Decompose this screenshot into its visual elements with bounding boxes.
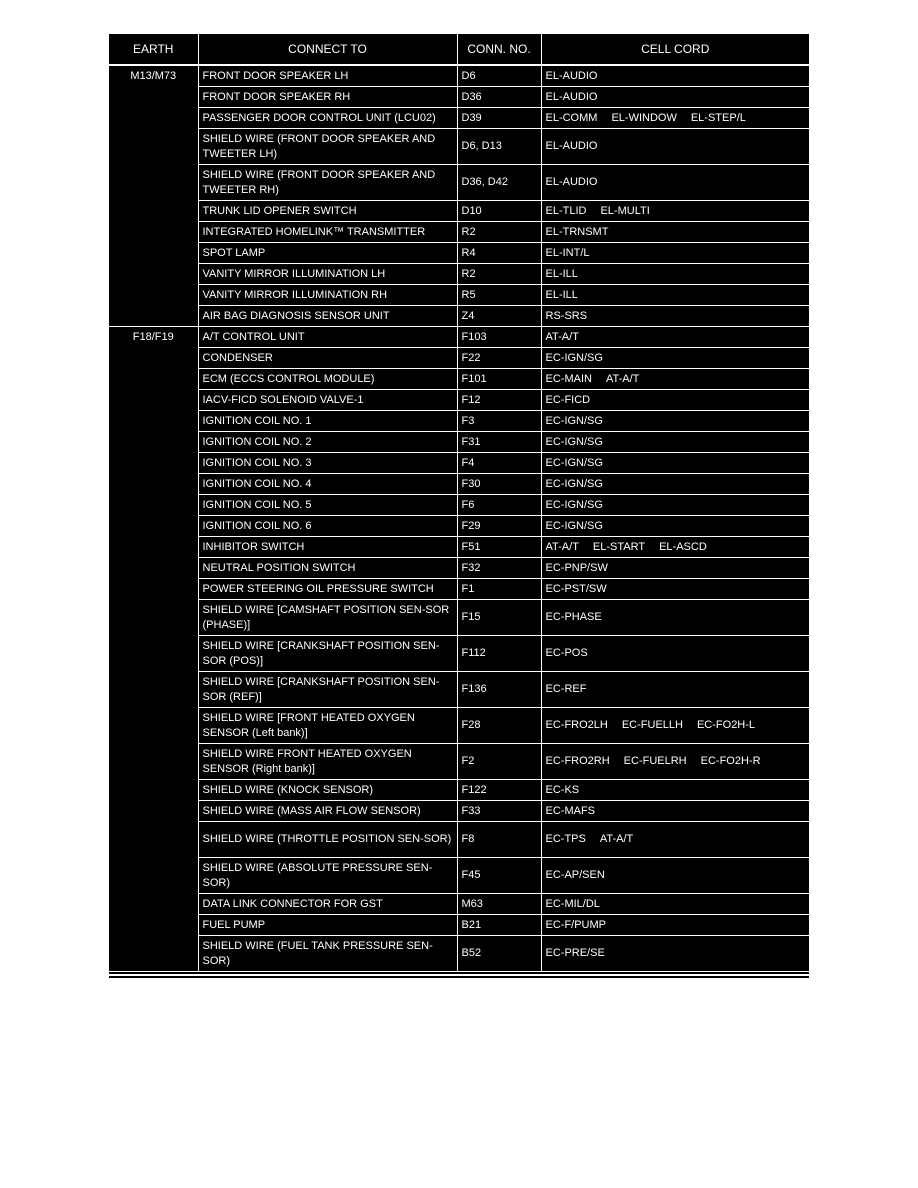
connect-to-cell: INTEGRATED HOMELINK™ TRANSMITTER [198, 222, 457, 243]
header-conn-no: CONN. NO. [457, 34, 541, 65]
table-row [109, 306, 809, 327]
cell-code-cell [541, 495, 809, 516]
table-row [109, 369, 809, 390]
cell-code-cell [541, 327, 809, 348]
cell-code: AT-A/T [545, 330, 579, 343]
cell-code-cell [541, 822, 809, 858]
connector-number-cell: F136 [457, 672, 541, 708]
cell-code: EC-FICD [545, 393, 591, 406]
connector-number-cell: F31 [457, 432, 541, 453]
connector-number-cell: F2 [457, 744, 541, 780]
table-row [109, 264, 809, 285]
connect-to-cell: SHIELD WIRE [CAMSHAFT POSITION SEN-SOR (PHASE)] [198, 600, 457, 636]
earth-point-cell: M13/M73 [109, 65, 198, 327]
table-row [109, 285, 809, 306]
cell-code-cell [541, 165, 809, 201]
table-row [109, 390, 809, 411]
cell-code-cell [541, 201, 809, 222]
cell-code-cell [541, 369, 809, 390]
cell-code-cell [541, 129, 809, 165]
connector-number-cell: D36, D42 [457, 165, 541, 201]
cell-code: EL-INT/L [545, 246, 590, 259]
connector-number-cell: D39 [457, 108, 541, 129]
connector-number-cell: B52 [457, 936, 541, 972]
cell-code: AT-A/T [599, 833, 634, 845]
connect-to-cell: VANITY MIRROR ILLUMINATION LH [198, 264, 457, 285]
connector-number-cell: R5 [457, 285, 541, 306]
cell-code-cell [541, 744, 809, 780]
cell-code-cell [541, 894, 809, 915]
cell-code-cell [541, 636, 809, 672]
earth-connector-table [109, 34, 809, 978]
connect-to-cell: SHIELD WIRE (FRONT DOOR SPEAKER AND TWEETER LH) [198, 129, 457, 165]
table-row [109, 744, 809, 780]
cell-code-cell [541, 453, 809, 474]
cell-code: EC-IGN/SG [545, 351, 603, 364]
cell-code: EC-IGN/SG [545, 498, 603, 511]
cell-code: EC-FO2H-R [700, 755, 761, 767]
connector-number-cell: Z4 [457, 306, 541, 327]
header-earth: EARTH [109, 34, 198, 65]
connect-to-cell: FRONT DOOR SPEAKER LH [198, 65, 457, 87]
connect-to-cell: FRONT DOOR SPEAKER RH [198, 87, 457, 108]
cell-code: EL-WINDOW [611, 111, 677, 124]
table-row [109, 87, 809, 108]
cell-code-cell [541, 285, 809, 306]
connector-number-cell: F33 [457, 801, 541, 822]
header-cell-code: CELL CORD [541, 34, 809, 65]
cell-code: EL-TRNSMT [545, 225, 609, 238]
table-row [109, 858, 809, 894]
cell-code: RS-SRS [545, 309, 588, 322]
table-row [109, 801, 809, 822]
cell-code: EC-PST/SW [545, 582, 607, 595]
connector-number-cell: F112 [457, 636, 541, 672]
cell-code-cell [541, 672, 809, 708]
table-row [109, 65, 809, 87]
connect-to-cell: IGNITION COIL NO. 1 [198, 411, 457, 432]
cell-code-cell [541, 264, 809, 285]
cell-code-cell [541, 600, 809, 636]
cell-code-cell [541, 516, 809, 537]
cell-code: EC-FO2H-L [696, 719, 756, 731]
connect-to-cell: SPOT LAMP [198, 243, 457, 264]
cell-code-cell [541, 708, 809, 744]
table-row [109, 327, 809, 348]
cell-code: EL-AUDIO [545, 176, 598, 188]
cell-code-cell [541, 801, 809, 822]
connect-to-cell: SHIELD WIRE (FUEL TANK PRESSURE SEN-SOR) [198, 936, 457, 972]
table-row [109, 108, 809, 129]
table-row [109, 432, 809, 453]
cell-code: EC-PRE/SE [545, 947, 605, 959]
connector-number-cell: F32 [457, 558, 541, 579]
table-row [109, 495, 809, 516]
connect-to-cell: VANITY MIRROR ILLUMINATION RH [198, 285, 457, 306]
connect-to-cell: NEUTRAL POSITION SWITCH [198, 558, 457, 579]
connector-table [109, 34, 809, 972]
table-row [109, 915, 809, 936]
header-connect-to: CONNECT TO [198, 34, 457, 65]
cell-code-cell [541, 243, 809, 264]
connector-number-cell: D6 [457, 65, 541, 87]
connector-number-cell: F51 [457, 537, 541, 558]
connect-to-cell: PASSENGER DOOR CONTROL UNIT (LCU02) [198, 108, 457, 129]
connector-number-cell: F12 [457, 390, 541, 411]
connect-to-cell: SHIELD WIRE FRONT HEATED OXYGEN SENSOR (Right bank)] [198, 744, 457, 780]
connect-to-cell: SHIELD WIRE [CRANKSHAFT POSITION SEN-SOR (POS)] [198, 636, 457, 672]
connect-to-cell: ECM (ECCS CONTROL MODULE) [198, 369, 457, 390]
cell-code: EL-ILL [545, 288, 578, 301]
cell-code-cell [541, 936, 809, 972]
cell-code-cell [541, 411, 809, 432]
connect-to-cell: SHIELD WIRE (THROTTLE POSITION SEN-SOR) [198, 822, 457, 858]
cell-code-cell [541, 222, 809, 243]
table-row [109, 894, 809, 915]
table-row [109, 636, 809, 672]
table-row [109, 411, 809, 432]
cell-code: EL-AUDIO [545, 90, 598, 103]
connect-to-cell: SHIELD WIRE (MASS AIR FLOW SENSOR) [198, 801, 457, 822]
cell-code: AT-A/T [545, 540, 579, 553]
cell-code: EC-TPS [545, 833, 586, 845]
connector-number-cell: F29 [457, 516, 541, 537]
connect-to-cell: IGNITION COIL NO. 6 [198, 516, 457, 537]
cell-code: EL-AUDIO [545, 69, 598, 82]
table-row [109, 222, 809, 243]
connector-number-cell: D6, D13 [457, 129, 541, 165]
table-row [109, 672, 809, 708]
cell-code-cell [541, 108, 809, 129]
table-header-row [109, 34, 809, 65]
cell-code: EL-ILL [545, 267, 578, 280]
connect-to-cell: INHIBITOR SWITCH [198, 537, 457, 558]
table-row [109, 936, 809, 972]
table-row [109, 348, 809, 369]
connect-to-cell: CONDENSER [198, 348, 457, 369]
connector-number-cell: F8 [457, 822, 541, 858]
connector-number-cell: F101 [457, 369, 541, 390]
connector-number-cell: R4 [457, 243, 541, 264]
connector-number-cell: M63 [457, 894, 541, 915]
cell-code: EC-MAIN [545, 372, 592, 385]
table-row [109, 600, 809, 636]
connector-number-cell: D36 [457, 87, 541, 108]
cell-code: AT-A/T [605, 372, 640, 385]
table-row [109, 822, 809, 858]
table-row [109, 780, 809, 801]
cell-code: EC-IGN/SG [545, 519, 603, 532]
cell-code: EC-REF [545, 683, 587, 695]
connector-number-cell: F22 [457, 348, 541, 369]
cell-code: EL-TLID [545, 204, 587, 217]
connector-number-cell: F4 [457, 453, 541, 474]
table-row [109, 165, 809, 201]
connect-to-cell: TRUNK LID OPENER SWITCH [198, 201, 457, 222]
connector-number-cell: F3 [457, 411, 541, 432]
cell-code-cell [541, 474, 809, 495]
table-row [109, 558, 809, 579]
table-row [109, 474, 809, 495]
cell-code: EC-FUELRH [623, 755, 687, 767]
connect-to-cell: IACV-FICD SOLENOID VALVE-1 [198, 390, 457, 411]
connect-to-cell: SHIELD WIRE [CRANKSHAFT POSITION SEN-SOR (REF)] [198, 672, 457, 708]
cell-code: EC-KS [545, 783, 580, 796]
connector-number-cell: F103 [457, 327, 541, 348]
cell-code: EC-AP/SEN [545, 869, 605, 881]
connect-to-cell: POWER STEERING OIL PRESSURE SWITCH [198, 579, 457, 600]
connect-to-cell: SHIELD WIRE [FRONT HEATED OXYGEN SENSOR (Left bank)] [198, 708, 457, 744]
table-row [109, 201, 809, 222]
connect-to-cell: SHIELD WIRE (KNOCK SENSOR) [198, 780, 457, 801]
table-body [109, 65, 809, 972]
connector-number-cell: R2 [457, 264, 541, 285]
connect-to-cell: AIR BAG DIAGNOSIS SENSOR UNIT [198, 306, 457, 327]
connector-number-cell: F45 [457, 858, 541, 894]
cell-code: EL-START [592, 540, 646, 553]
table-row [109, 708, 809, 744]
connect-to-cell: IGNITION COIL NO. 4 [198, 474, 457, 495]
connector-number-cell: F30 [457, 474, 541, 495]
cell-code-cell [541, 579, 809, 600]
connect-to-cell: IGNITION COIL NO. 3 [198, 453, 457, 474]
cell-code-cell [541, 537, 809, 558]
connector-number-cell: F6 [457, 495, 541, 516]
earth-point-cell: F18/F19 [109, 327, 198, 972]
bottom-rule [109, 974, 809, 976]
connect-to-cell: IGNITION COIL NO. 5 [198, 495, 457, 516]
cell-code: EC-MIL/DL [545, 897, 600, 910]
cell-code-cell [541, 87, 809, 108]
cell-code: EC-MAFS [545, 804, 595, 817]
connector-number-cell: R2 [457, 222, 541, 243]
connect-to-cell: SHIELD WIRE (FRONT DOOR SPEAKER AND TWEETER RH) [198, 165, 457, 201]
table-row [109, 579, 809, 600]
cell-code: EC-FRO2RH [545, 755, 610, 767]
cell-code: EC-FUELLH [621, 719, 683, 731]
connector-number-cell: F28 [457, 708, 541, 744]
cell-code: EC-F/PUMP [545, 918, 606, 931]
cell-code: EL-MULTI [600, 204, 650, 217]
cell-code-cell [541, 558, 809, 579]
connect-to-cell: SHIELD WIRE (ABSOLUTE PRESSURE SEN-SOR) [198, 858, 457, 894]
table-row [109, 129, 809, 165]
connector-number-cell: D10 [457, 201, 541, 222]
cell-code-cell [541, 780, 809, 801]
cell-code: EC-IGN/SG [545, 414, 603, 427]
cell-code-cell [541, 306, 809, 327]
table-row [109, 243, 809, 264]
cell-code: EL-AUDIO [545, 140, 598, 152]
cell-code: EL-ASCD [659, 540, 707, 553]
cell-code: EC-FRO2LH [545, 719, 608, 731]
connect-to-cell: DATA LINK CONNECTOR FOR GST [198, 894, 457, 915]
cell-code: EC-PHASE [545, 611, 602, 623]
connector-number-cell: F15 [457, 600, 541, 636]
table-row [109, 516, 809, 537]
cell-code: EC-IGN/SG [545, 477, 603, 490]
connector-number-cell: F122 [457, 780, 541, 801]
cell-code: EC-IGN/SG [545, 435, 603, 448]
table-row [109, 453, 809, 474]
cell-code-cell [541, 390, 809, 411]
cell-code-cell [541, 348, 809, 369]
cell-code: EC-IGN/SG [545, 456, 603, 469]
connector-number-cell: F1 [457, 579, 541, 600]
cell-code: EC-POS [545, 647, 588, 659]
connect-to-cell: A/T CONTROL UNIT [198, 327, 457, 348]
cell-code: EC-PNP/SW [545, 561, 608, 574]
connect-to-cell: FUEL PUMP [198, 915, 457, 936]
cell-code-cell [541, 858, 809, 894]
connect-to-cell: IGNITION COIL NO. 2 [198, 432, 457, 453]
connector-number-cell: B21 [457, 915, 541, 936]
cell-code-cell [541, 65, 809, 87]
cell-code-cell [541, 432, 809, 453]
cell-code: EL-STEP/L [690, 111, 746, 124]
table-row [109, 537, 809, 558]
cell-code-cell [541, 915, 809, 936]
cell-code: EL-COMM [545, 111, 598, 124]
